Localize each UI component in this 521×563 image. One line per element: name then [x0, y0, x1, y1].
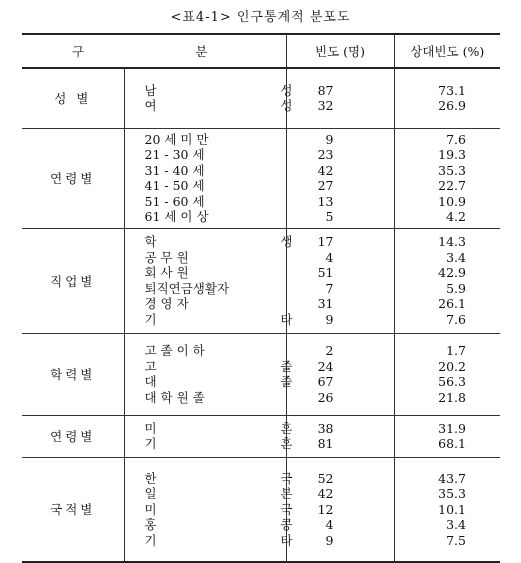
percent-value: 35.3 [438, 486, 466, 501]
item-label: 기 타 [144, 311, 293, 327]
item-label: 한 국 [144, 470, 293, 486]
frequency-value: 9 [325, 311, 334, 327]
item-label: 고 졸 [144, 358, 293, 374]
item-label: 회 사 원 [144, 265, 189, 280]
group-2 [22, 228, 500, 333]
frequency-value: 4 [325, 517, 334, 532]
table-row [22, 68, 500, 128]
frequency-value: 5 [325, 209, 334, 224]
frequency-list [286, 228, 394, 333]
frequency-list [286, 457, 394, 562]
item-label: 대 졸 [144, 374, 293, 389]
item-label: 21 - 30 세 [144, 147, 205, 162]
frequency-value: 31 [317, 296, 334, 311]
percent-list [394, 228, 500, 333]
percent-value: 26.9 [438, 98, 466, 114]
percent-value: 3.4 [446, 517, 466, 532]
header-category-left: 구 [72, 44, 85, 59]
frequency-value: 51 [317, 265, 334, 280]
frequency-list [286, 333, 394, 415]
percent-value: 26.1 [438, 296, 466, 311]
item-label: 여 성 [144, 98, 293, 114]
item-label: 기 혼 [144, 436, 293, 451]
item-label: 미 국 [144, 501, 293, 517]
frequency-value: 52 [317, 470, 334, 486]
table-caption: <표4-1> 인구통계적 분포도 [170, 10, 351, 25]
header-category-right: 분 [195, 44, 208, 59]
frequency-value: 81 [317, 436, 334, 451]
frequency-value: 32 [317, 98, 334, 114]
item-label: 경 영 자 [144, 296, 189, 311]
percent-value: 56.3 [438, 374, 466, 389]
category-label: 학력별 [22, 333, 124, 415]
item-label: 공 무 원 [144, 249, 189, 265]
percent-value: 1.7 [446, 343, 466, 358]
category-label: 연령별 [22, 128, 124, 228]
table-row [22, 128, 500, 228]
group-1 [22, 128, 500, 228]
frequency-value: 87 [317, 82, 334, 98]
frequency-value: 7 [325, 280, 334, 296]
percent-list [394, 68, 500, 128]
demographics-table [22, 33, 500, 563]
item-label: 61 세 이 상 [144, 209, 209, 224]
percent-value: 19.3 [438, 147, 466, 162]
percent-value: 3.4 [446, 249, 466, 265]
percent-value: 7.6 [446, 131, 466, 147]
item-list [124, 415, 293, 457]
item-label: 41 - 50 세 [144, 178, 205, 193]
percent-value: 5.9 [446, 280, 466, 296]
frequency-list [286, 415, 394, 457]
item-label: 31 - 40 세 [144, 162, 205, 178]
group-4 [22, 415, 500, 457]
percent-value: 31.9 [438, 420, 466, 436]
percent-value: 20.2 [438, 358, 466, 374]
percent-value: 7.6 [446, 311, 466, 327]
percent-value: 42.9 [438, 265, 466, 280]
percent-value: 21.8 [438, 389, 466, 405]
item-list [124, 228, 293, 333]
item-label: 퇴직연금생활자 [144, 280, 230, 296]
group-0 [22, 68, 500, 128]
percent-value: 10.9 [438, 193, 466, 209]
percent-value: 22.7 [438, 178, 466, 193]
frequency-value: 67 [317, 374, 334, 389]
percent-list [394, 415, 500, 457]
header-category [22, 34, 286, 68]
item-label: 기 타 [144, 532, 293, 548]
item-label: 고 졸 이 하 [144, 343, 205, 358]
percent-list [394, 333, 500, 415]
frequency-value: 38 [317, 420, 334, 436]
table-row [22, 415, 500, 457]
percent-value: 43.7 [438, 470, 466, 486]
frequency-value: 42 [317, 162, 334, 178]
frequency-list [286, 68, 394, 128]
item-label: 20 세 미 만 [144, 131, 209, 147]
header-row [22, 34, 500, 68]
item-label: 홍 콩 [144, 517, 293, 532]
group-5 [22, 457, 500, 562]
percent-value: 7.5 [446, 532, 466, 548]
percent-list [394, 457, 500, 562]
percent-value: 35.3 [438, 162, 466, 178]
frequency-value: 2 [325, 343, 334, 358]
percent-list [394, 128, 500, 228]
category-label: 직업별 [22, 228, 124, 333]
table-row [22, 228, 500, 333]
frequency-value: 4 [325, 249, 334, 265]
percent-value: 14.3 [438, 234, 466, 249]
item-list [124, 333, 293, 415]
frequency-value: 42 [317, 486, 334, 501]
percent-value: 10.1 [438, 501, 466, 517]
item-label: 남 성 [144, 82, 293, 98]
item-label: 일 본 [144, 486, 293, 501]
frequency-value: 26 [317, 389, 334, 405]
frequency-value: 12 [317, 501, 334, 517]
item-label: 51 - 60 세 [144, 193, 205, 209]
frequency-value: 24 [317, 358, 334, 374]
item-label: 미 혼 [144, 420, 293, 436]
frequency-value: 9 [325, 532, 334, 548]
frequency-value: 27 [317, 178, 334, 193]
frequency-value: 23 [317, 147, 334, 162]
item-label: 학 생 [144, 234, 293, 249]
frequency-value: 13 [317, 193, 334, 209]
table-row [22, 457, 500, 562]
frequency-value: 9 [325, 131, 334, 147]
percent-value: 73.1 [438, 82, 466, 98]
item-list [124, 68, 293, 128]
header-relative-frequency: 상대빈도 (%) [394, 34, 500, 68]
group-3 [22, 333, 500, 415]
header-frequency: 빈도 (명) [286, 34, 394, 68]
category-label: 국적별 [22, 457, 124, 562]
category-label: 성 별 [22, 68, 124, 128]
category-label: 연령별 [22, 415, 124, 457]
percent-value: 68.1 [438, 436, 466, 451]
frequency-value: 17 [317, 234, 334, 249]
table-row [22, 333, 500, 415]
percent-value: 4.2 [446, 209, 466, 224]
item-list [124, 128, 286, 228]
frequency-list [286, 128, 394, 228]
item-label: 대 학 원 졸 [144, 389, 205, 405]
item-list [124, 457, 293, 562]
